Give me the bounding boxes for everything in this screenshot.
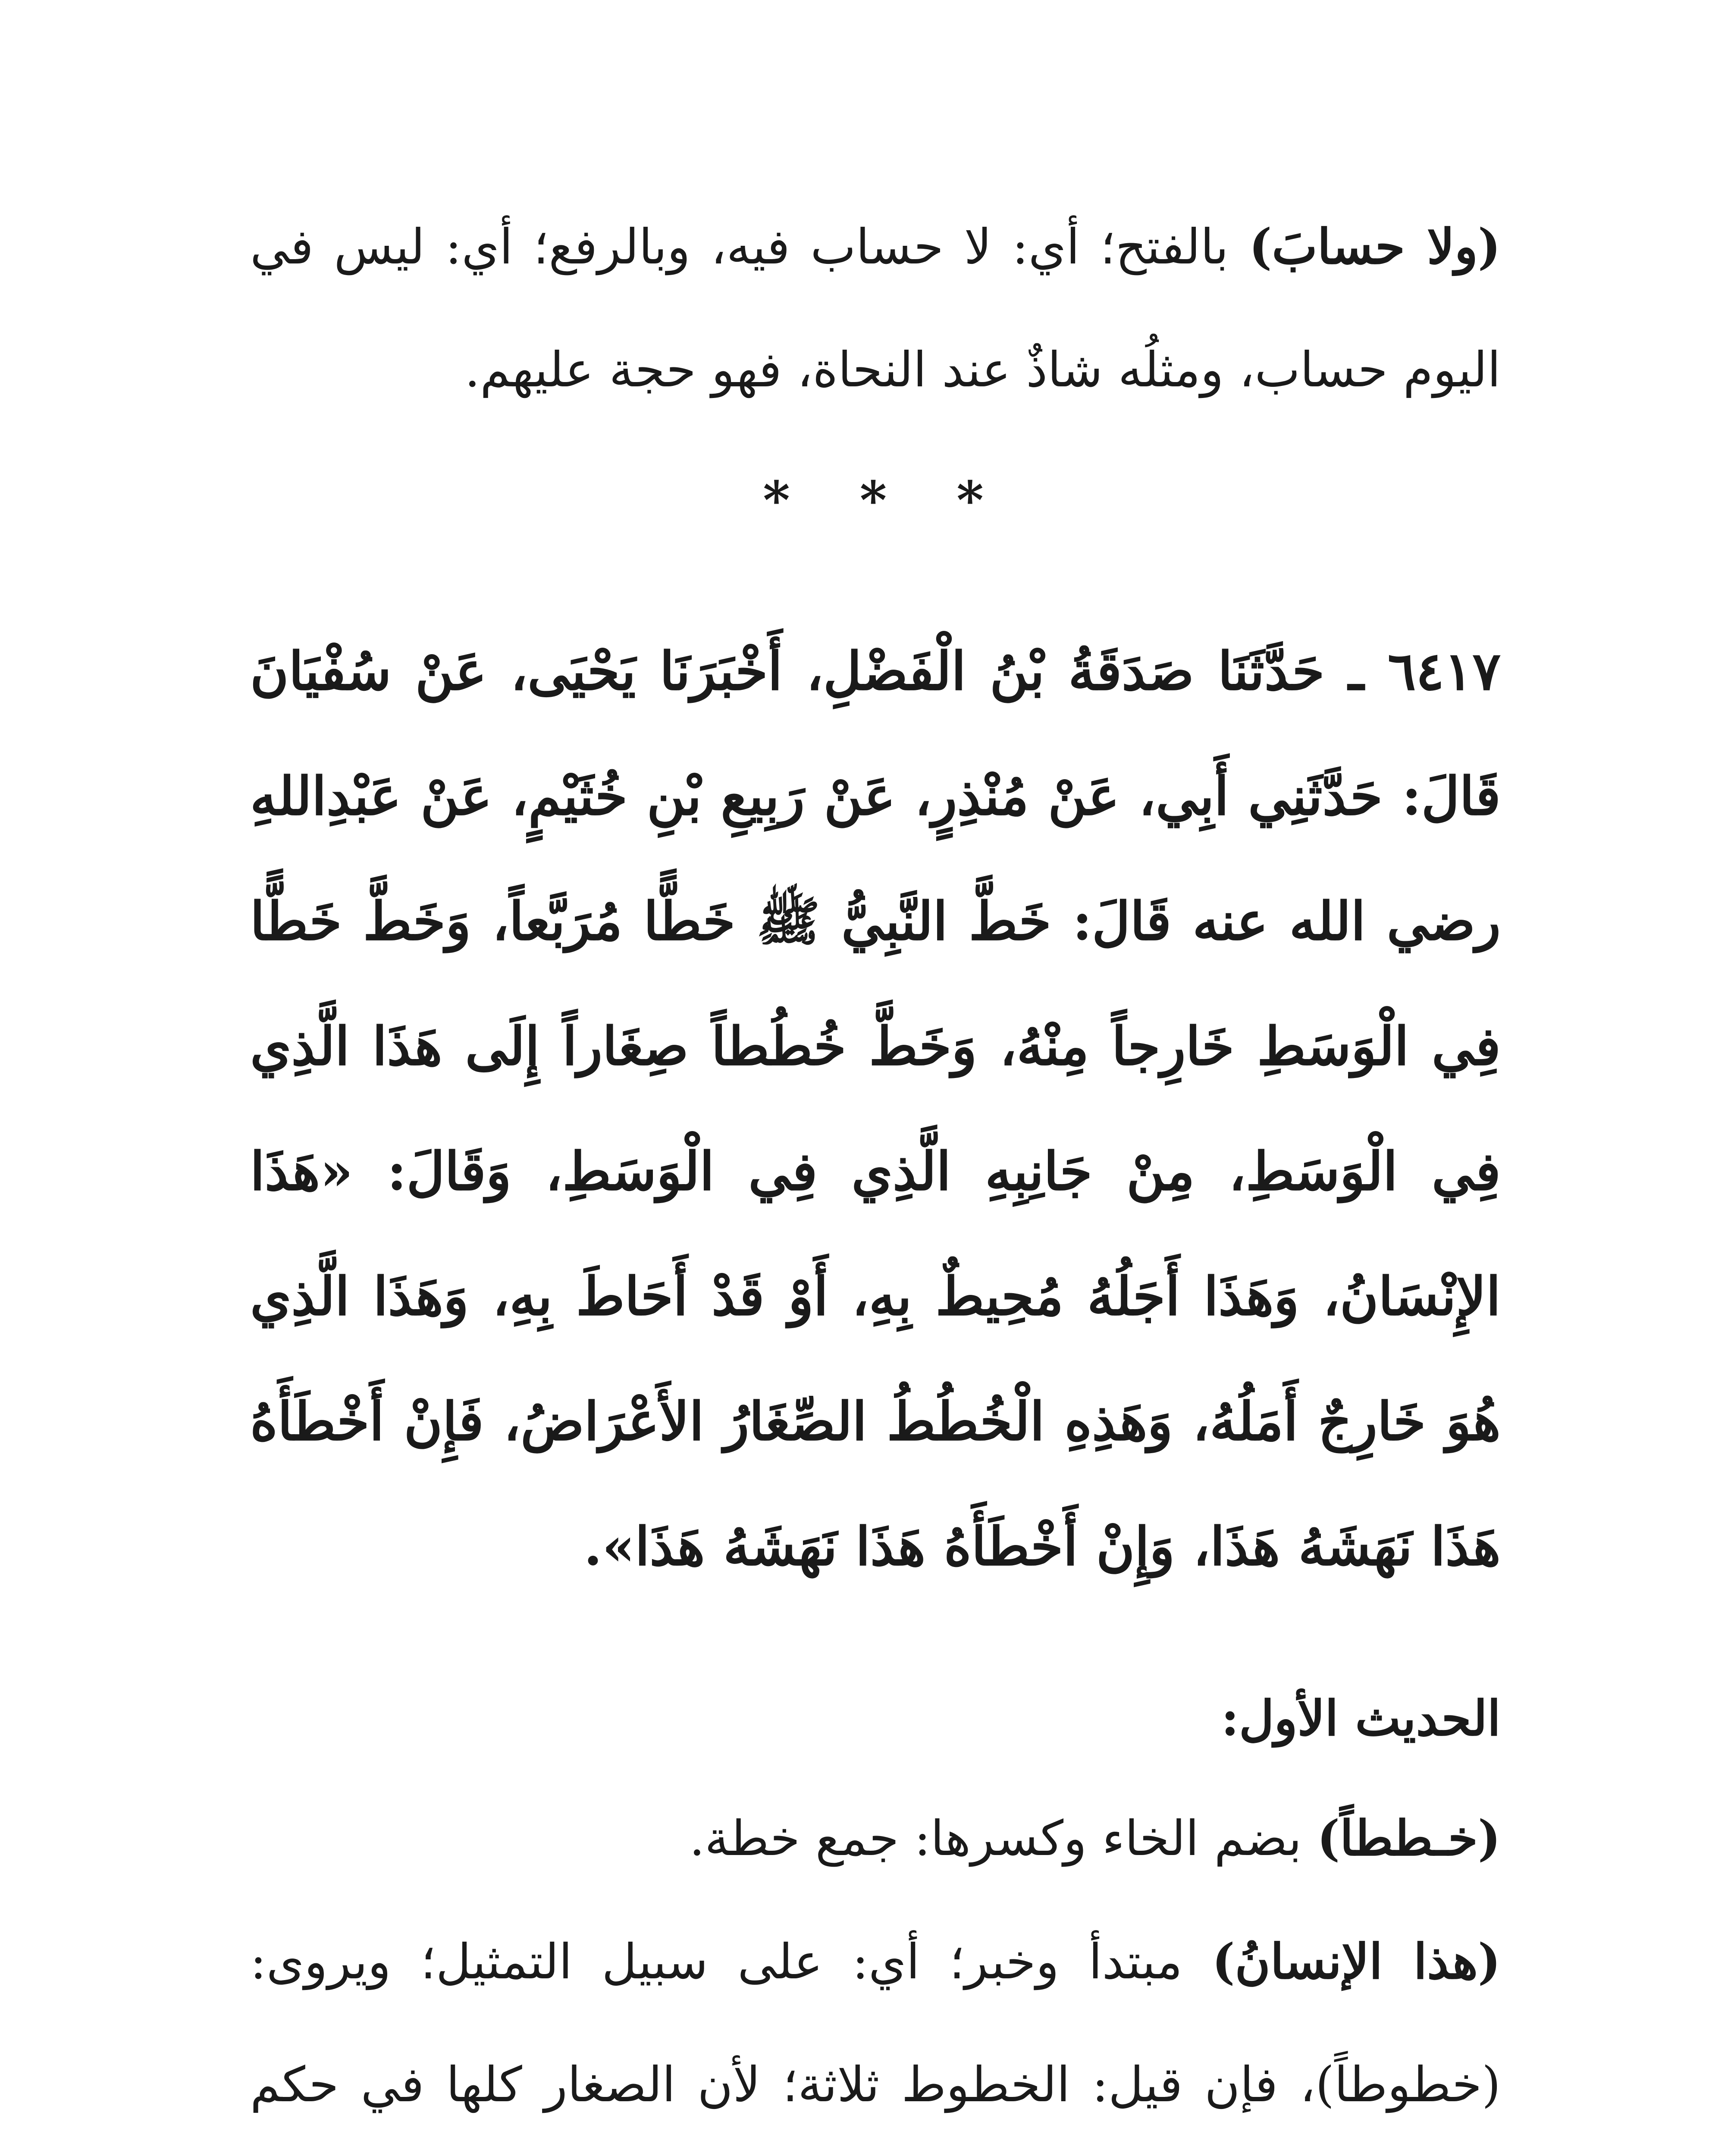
commentary-term-1: (خـططاً) [1317, 1810, 1501, 1867]
intro-term: (ولا حسابَ) [1249, 219, 1501, 275]
section-separator: * * * [763, 470, 1010, 531]
commentary-heading: الحديث الأول: [1221, 1690, 1501, 1747]
page-content [250, 185, 1522, 2156]
intro-text: بالفتح؛ أي: لا حساب فيه، وبالرفع؛ أي: ليس في اليوم حساب، ومثلُه شاذٌ عند النحاة، فهو حجة عليهم. [250, 219, 1501, 398]
commentary-text-2: مبتدأ وخبر؛ أي: على سبيل التمثيل؛ ويروى: (خطوطاً)، فإن قيل: الخطوط ثلاثة؛ لأن الصغار كلها في حكم [250, 1934, 1501, 2113]
hadith-text: ٦٤١٧ ـ حَدَّثَنَا صَدَقَةُ بْنُ الْفَضْلِ، أَخْبَرَنَا يَحْيَى، عَنْ سُفْيَانَ قَالَ: حَدَّثَنِي أَبِي، عَنْ مُنْذِرٍ، عَنْ رَبِيعِ بْنِ خُثَيْمٍ، عَنْ عَبْدِاللهِ رضي الله عنه قَالَ: خَطَّ النَّبِيُّ ﷺ خَطًّا مُرَبَّعاً، وَخَطَّ خَطًّا فِي الْوَسَطِ خَارِجاً مِنْهُ، وَخَطَّ خُطُطاً صِغَاراً إِلَى هَذَا الَّذِي فِي الْوَسَطِ، مِنْ جَانِبِهِ الَّذِي فِي الْوَسَطِ، وَقَالَ: «هَذَا الإِنْسَانُ، وَهَذَا أَجَلُهُ مُحِيطٌ بِهِ، أَوْ قَدْ أَحَاطَ بِهِ، وَهَذَا الَّذِي هُوَ خَارِجٌ أَمَلُهُ، وَهَذِهِ الْخُطُطُ الصِّغَارُ الأَعْرَاضُ، فَإِنْ أَخْطَأَهُ هَذَا نَهَشَهُ هَذَا، وَإِنْ أَخْطَأَهُ هَذَا نَهَشَهُ هَذَا». [250, 640, 1501, 1577]
commentary-paragraph-1 [250, 1777, 1522, 1900]
commentary-term-2: (هذا الإنسانُ) [1212, 1934, 1501, 1990]
commentary-text-1: بضم الخاء وكسرها: جمع خطة. [689, 1811, 1317, 1867]
intro-paragraph [250, 185, 1522, 432]
commentary-paragraph-2 [250, 1900, 1522, 2156]
